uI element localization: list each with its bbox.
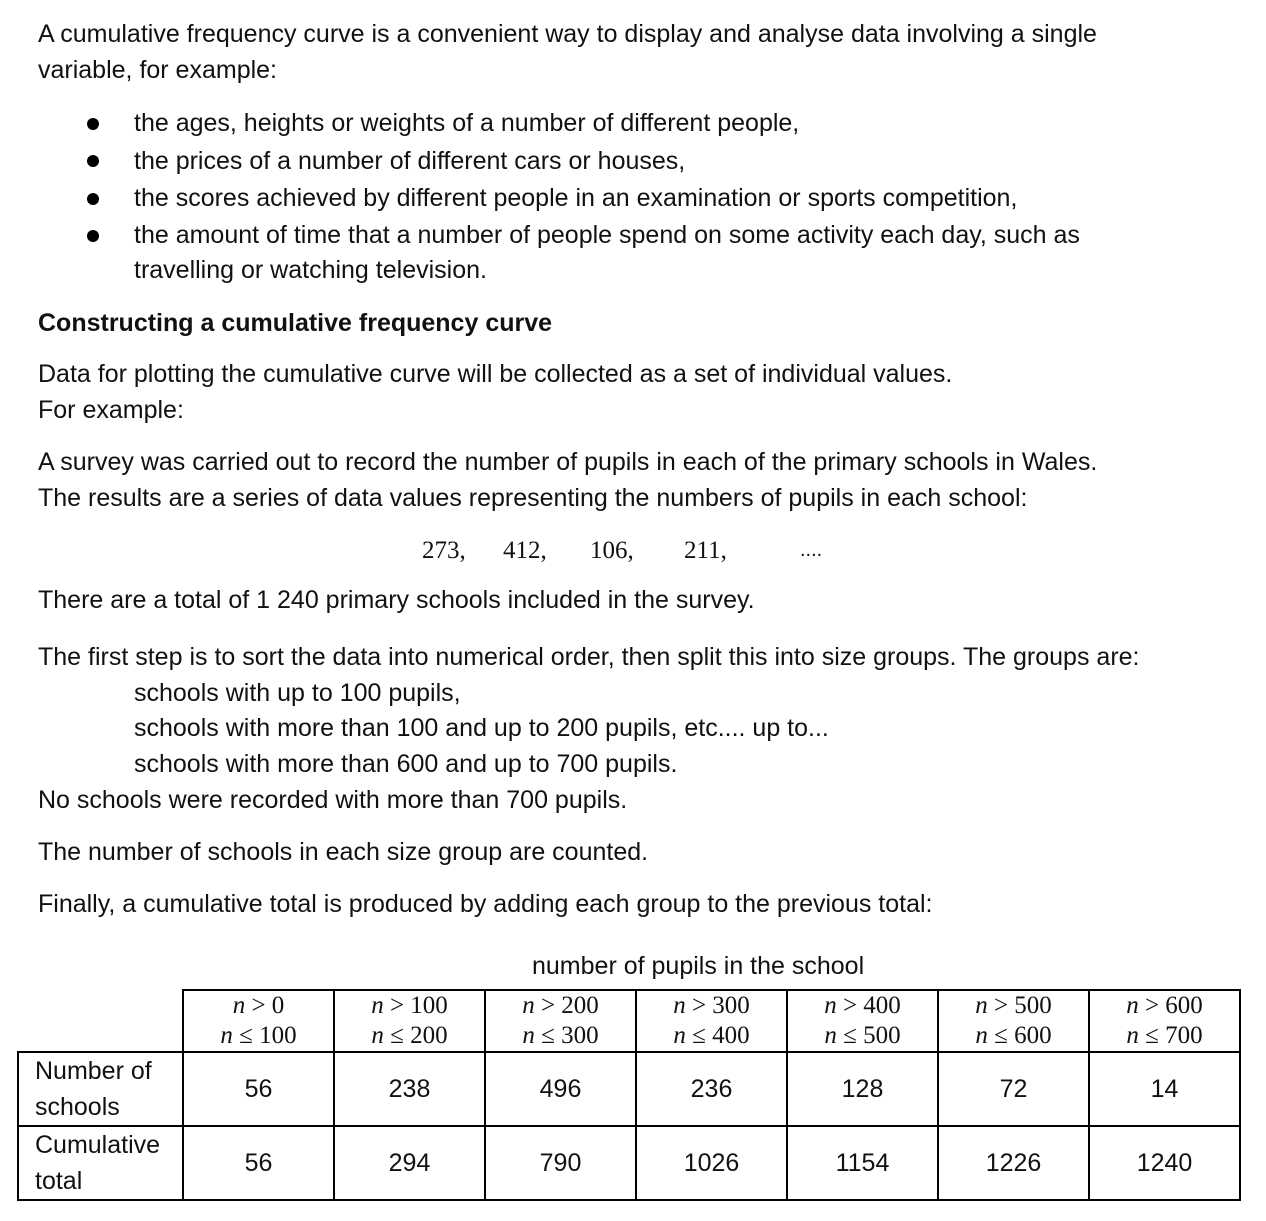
para2-line-2: The results are a series of data values representing the numbers of pupils in each school: bbox=[38, 484, 1028, 512]
bullet-item-3: the scores achieved by different people in an examination or sports competition, bbox=[134, 184, 1018, 212]
op: ≤ bbox=[994, 1022, 1008, 1049]
header-cell-200-300 bbox=[485, 990, 636, 1052]
row-label-line: Cumulative bbox=[35, 1131, 161, 1159]
op: > bbox=[691, 992, 707, 1019]
finally-line: Finally, a cumulative total is produced by adding each group to the previous total: bbox=[38, 890, 933, 918]
var-n: n bbox=[522, 1022, 535, 1049]
var-n: n bbox=[371, 1022, 384, 1049]
bound: 700 bbox=[1165, 1022, 1203, 1049]
var-n: n bbox=[1126, 1022, 1139, 1049]
table-corner bbox=[18, 990, 183, 1052]
steps-group-1: schools with up to 100 pupils, bbox=[134, 679, 461, 707]
steps-group-3: schools with more than 600 and up to 700 pupils. bbox=[134, 750, 678, 778]
table-header-row bbox=[18, 990, 1240, 1052]
number-cell: 496 bbox=[485, 1052, 636, 1126]
table-caption: number of pupils in the school bbox=[532, 952, 865, 980]
bound: 300 bbox=[712, 992, 750, 1019]
para1-line-2: For example: bbox=[38, 396, 184, 424]
op: > bbox=[540, 992, 556, 1019]
bullet-dot bbox=[87, 155, 99, 167]
cumulative-cell: 294 bbox=[334, 1126, 485, 1200]
number-cell: 236 bbox=[636, 1052, 787, 1126]
row-label-line: schools bbox=[35, 1093, 120, 1121]
bound: 300 bbox=[561, 1022, 599, 1049]
intro-line-2: variable, for example: bbox=[38, 56, 278, 84]
var-n: n bbox=[371, 992, 384, 1019]
header-cell-300-400 bbox=[636, 990, 787, 1052]
cumulative-cell: 1154 bbox=[787, 1126, 938, 1200]
var-n: n bbox=[522, 992, 535, 1019]
var-n: n bbox=[220, 1022, 233, 1049]
bound: 100 bbox=[410, 992, 448, 1019]
steps-group-2: schools with more than 100 and up to 200 pupils, etc.... up to... bbox=[134, 714, 829, 742]
number-cell: 72 bbox=[938, 1052, 1089, 1126]
row-label-line: total bbox=[35, 1167, 83, 1195]
steps-none-above: No schools were recorded with more than 700 pupils. bbox=[38, 786, 628, 814]
var-n: n bbox=[673, 992, 686, 1019]
var-n: n bbox=[975, 1022, 988, 1049]
sample-value-3: 106, bbox=[590, 537, 634, 564]
bullet-dot bbox=[87, 118, 99, 130]
bound: 400 bbox=[863, 992, 901, 1019]
header-cell-100-200 bbox=[334, 990, 485, 1052]
var-n: n bbox=[975, 992, 988, 1019]
section-heading: Constructing a cumulative frequency curve bbox=[38, 309, 553, 337]
bound: 0 bbox=[271, 992, 285, 1019]
op: ≤ bbox=[692, 1022, 706, 1049]
bullet-item-2: the prices of a number of different cars or houses, bbox=[134, 147, 686, 175]
bullet-item-4: the amount of time that a number of people spend on some activity each day, such as bbox=[134, 221, 1080, 249]
number-cell: 56 bbox=[183, 1052, 334, 1126]
op: > bbox=[251, 992, 266, 1019]
cumulative-cell: 790 bbox=[485, 1126, 636, 1200]
header-cell-600-700 bbox=[1089, 990, 1240, 1052]
var-n: n bbox=[673, 1022, 686, 1049]
number-cell: 128 bbox=[787, 1052, 938, 1126]
para1-line-1: Data for plotting the cumulative curve will be collected as a set of individual values. bbox=[38, 360, 953, 388]
cumulative-cell: 1226 bbox=[938, 1126, 1089, 1200]
var-n: n bbox=[824, 992, 837, 1019]
row-label-number-of-schools bbox=[18, 1052, 183, 1126]
row-label-cumulative-total bbox=[18, 1126, 183, 1200]
header-cell-0-100 bbox=[183, 990, 334, 1052]
op: > bbox=[993, 992, 1009, 1019]
sample-value-1: 273, bbox=[422, 537, 466, 564]
intro-line-1: A cumulative frequency curve is a convenient way to display and analyse data involving a single bbox=[38, 20, 1097, 48]
bullet-item-1: the ages, heights or weights of a number of different people, bbox=[134, 109, 800, 137]
op: ≤ bbox=[239, 1022, 253, 1049]
op: ≤ bbox=[541, 1022, 555, 1049]
sample-ellipsis: .... bbox=[800, 539, 823, 561]
var-n: n bbox=[232, 992, 246, 1019]
op: ≤ bbox=[1145, 1022, 1159, 1049]
bound: 500 bbox=[1014, 992, 1052, 1019]
op: > bbox=[1144, 992, 1160, 1019]
bound: 200 bbox=[410, 1022, 448, 1049]
bound: 600 bbox=[1014, 1022, 1052, 1049]
bound: 200 bbox=[561, 992, 599, 1019]
header-cell-400-500 bbox=[787, 990, 938, 1052]
table-row-number-of-schools bbox=[18, 1052, 1240, 1126]
op: ≤ bbox=[390, 1022, 404, 1049]
bullet-dot bbox=[87, 230, 99, 242]
cumulative-cell: 1026 bbox=[636, 1126, 787, 1200]
row-label-line: Number of bbox=[35, 1057, 152, 1085]
op: > bbox=[842, 992, 858, 1019]
sample-value-2: 412, bbox=[503, 537, 547, 564]
op: > bbox=[389, 992, 405, 1019]
bullet-dot bbox=[87, 193, 99, 205]
counted-line: The number of schools in each size group are counted. bbox=[38, 838, 649, 866]
number-cell: 238 bbox=[334, 1052, 485, 1126]
var-n: n bbox=[824, 1022, 837, 1049]
steps-line-1: The first step is to sort the data into numerical order, then split this into size groups. The groups are: bbox=[38, 643, 1140, 671]
cumulative-cell: 56 bbox=[183, 1126, 334, 1200]
table-row-cumulative-total bbox=[18, 1126, 1240, 1200]
cumulative-frequency-table bbox=[17, 989, 1241, 1201]
cumulative-cell: 1240 bbox=[1089, 1126, 1240, 1200]
bullet-item-4-continued: travelling or watching television. bbox=[134, 256, 487, 284]
number-cell: 14 bbox=[1089, 1052, 1240, 1126]
var-n: n bbox=[1126, 992, 1139, 1019]
op: ≤ bbox=[843, 1022, 857, 1049]
bound: 500 bbox=[863, 1022, 901, 1049]
sample-value-4: 211, bbox=[684, 537, 727, 564]
bound: 600 bbox=[1165, 992, 1203, 1019]
para2-line-1: A survey was carried out to record the number of pupils in each of the primary schools in Wales. bbox=[38, 448, 1098, 476]
total-line: There are a total of 1 240 primary schools included in the survey. bbox=[38, 586, 755, 614]
bound: 100 bbox=[259, 1022, 297, 1049]
header-cell-500-600 bbox=[938, 990, 1089, 1052]
bound: 400 bbox=[712, 1022, 750, 1049]
